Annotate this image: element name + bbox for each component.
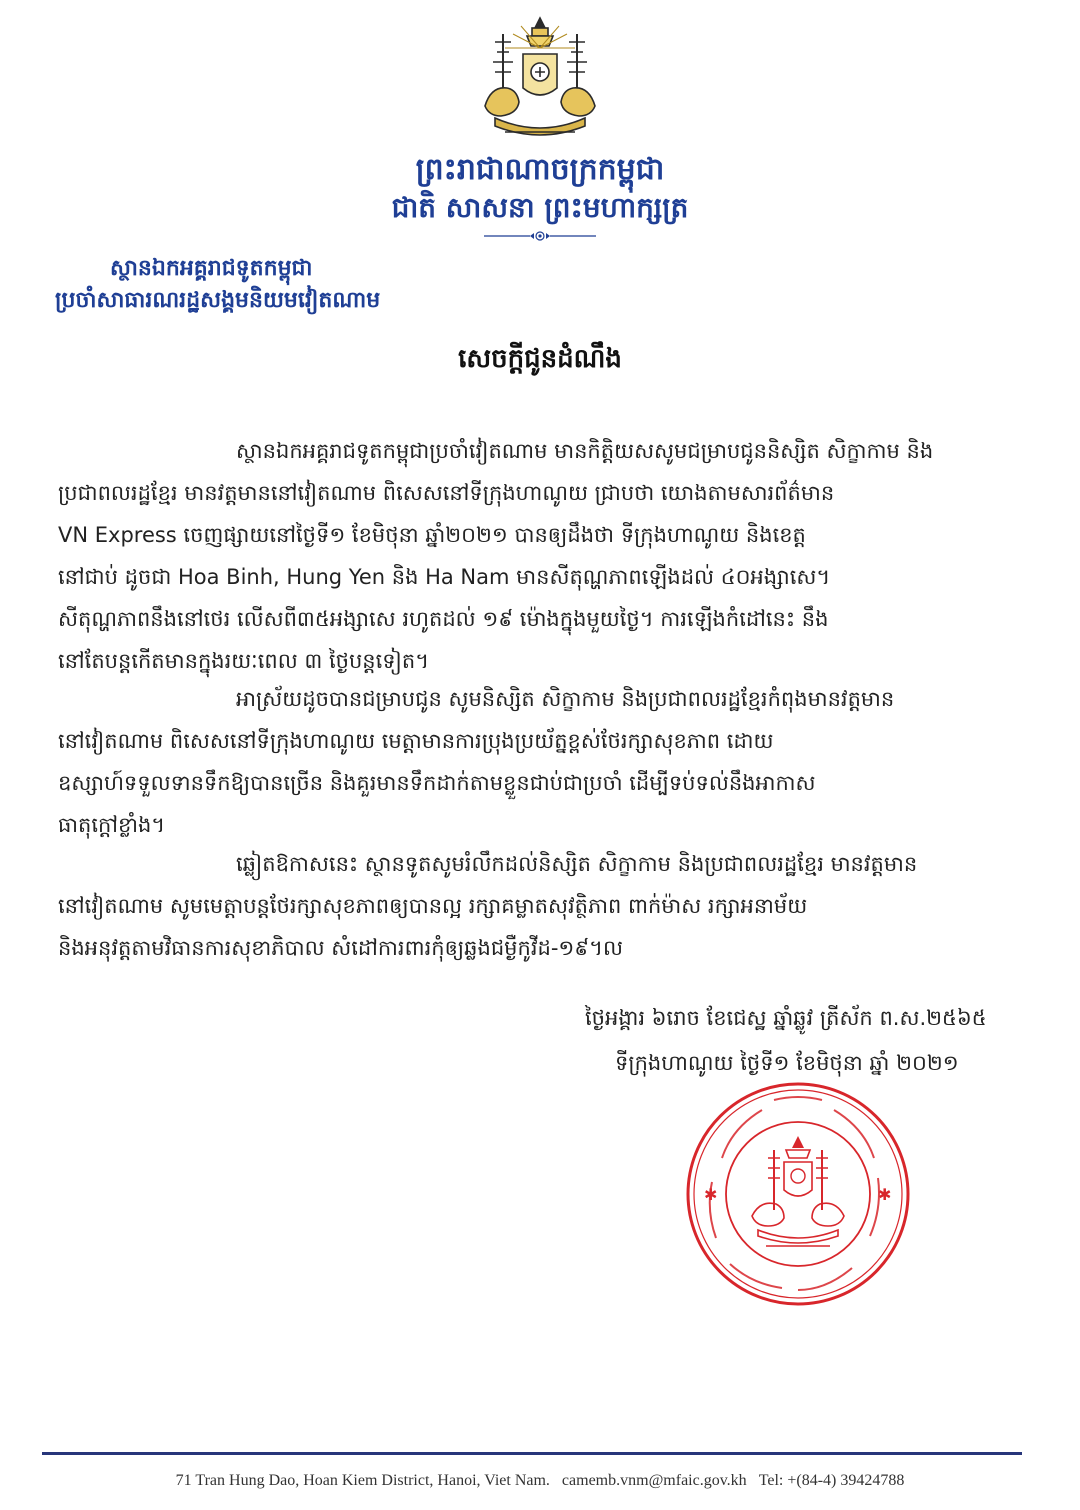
embassy-name-line-1: ស្ថានឯកអគ្គរាជទូតកម្ពុជា [110, 256, 313, 281]
divider-ornament [480, 229, 600, 243]
paragraph-line: ប្រជាពលរដ្ឋខ្មែរ មានវត្តមាននៅវៀតណាម ពិសេសនៅទីក្រុងហាណូយ ជ្រាបថា យោងតាមសារព័ត៌មាន [58, 481, 835, 505]
paragraph-line: និងអនុវត្តតាមវិធានការសុខាភិបាល សំដៅការពារកុំឲ្យឆ្លងជម្ងឺកូវីដ-១៩។ល [58, 936, 623, 960]
paragraph-line: ឧស្សាហ៍ទទួលទានទឹកឱ្យបានច្រើន និងគួរមានទឹកដាក់តាមខ្លួនជាប់ជាប្រចាំ ដើម្បីទប់ទល់នឹងអាកាស [58, 771, 816, 795]
paragraph-line: នៅតែបន្តកើតមានក្នុងរយៈពេល ៣ ថ្ងៃបន្តទៀត។ [58, 649, 430, 673]
paragraph-line: ស្ថានឯកអគ្គរាជទូតកម្ពុជាប្រចាំវៀតណាម មានកិត្តិយសសូមជម្រាបជូននិស្សិត សិក្ខាកាម និង [236, 439, 934, 463]
paragraph-line: ធាតុក្ដៅខ្លាំង។ [58, 813, 166, 837]
paragraph-1 [58, 430, 998, 682]
svg-text:✱: ✱ [704, 1185, 718, 1204]
lunar-date: ថ្ងៃអង្គារ ៦រោច ខែជេស្ឋ ឆ្នាំឆ្លូវ ត្រីស័ក ព.ស.២៥៦៥ [585, 1006, 987, 1030]
paragraph-2 [58, 678, 998, 846]
national-motto: ជាតិ សាសនា ព្រះមហាក្សត្រ [391, 191, 689, 224]
official-seal-stamp [682, 1078, 914, 1310]
footer-phone: Tel: +(84-4) 39424788 [758, 1472, 905, 1489]
footer-address: 71 Tran Hung Dao, Hoan Kiem District, Hanoi, Viet Nam. [175, 1472, 550, 1489]
footer-email: camemb.vnm@mfaic.gov.kh [561, 1472, 747, 1489]
paragraph-line: ឆ្លៀតឱកាសនេះ ស្ថានទូតសូមរំលឹកដល់និស្សិត សិក្ខាកាម និងប្រជាពលរដ្ឋខ្មែរ មានវត្តមាន [236, 852, 918, 876]
kingdom-name: ព្រះរាជាណាចក្រកម្ពុជា [415, 152, 665, 187]
paragraph-line: VN Express ចេញផ្សាយនៅថ្ងៃទី១ ខែមិថុនា ឆ្នាំ២០២១ បានឲ្យដឹងថា ទីក្រុងហាណូយ និងខេត្ត [58, 523, 806, 547]
embassy-name-line-2: ប្រចាំសាធារណរដ្ឋសង្គមនិយមវៀតណាម [55, 288, 381, 313]
paragraph-line: អាស្រ័យដូចបានជម្រាបជូន សូមនិស្សិត សិក្ខាកាម និងប្រជាពលរដ្ឋខ្មែរកំពុងមានវត្តមាន [236, 687, 895, 711]
paragraph-3 [58, 843, 998, 969]
paragraph-line: នៅវៀតណាម សូមមេត្តាបន្តថែរក្សាសុខភាពឲ្យបានល្អ រក្សាគម្លាតសុវត្ថិភាព ពាក់ម៉ាស រក្សាអនាម័យ [58, 894, 808, 918]
paragraph-line: នៅជាប់ ដូចជា Hoa Binh, Hung Yen និង Ha Nam មានសីតុណ្ហភាពឡើងដល់ ៤០អង្សាសេ។ [58, 565, 831, 589]
footer-contact [0, 1472, 1080, 1490]
paragraph-line: សីតុណ្ហភាពនឹងនៅថេរ លើសពី៣៥អង្សាសេ រហូតដល់ ១៩ ម៉ោងក្នុងមួយថ្ងៃ។ ការឡើងកំដៅនេះ នឹង [58, 607, 829, 631]
paragraph-line: នៅវៀតណាម ពិសេសនៅទីក្រុងហាណូយ មេត្តាមានការប្រុងប្រយ័ត្នខ្ពស់ថែរក្សាសុខភាព ដោយ [58, 729, 774, 753]
document-title: សេចក្ដីជូនដំណឹង [458, 344, 622, 374]
royal-coat-of-arms-emblem [475, 14, 605, 142]
place-and-date: ទីក្រុងហាណូយ ថ្ងៃទី១ ខែមិថុនា ឆ្នាំ ២០២១ [615, 1051, 959, 1075]
svg-text:✱: ✱ [878, 1185, 892, 1204]
footer-divider [42, 1452, 1022, 1455]
